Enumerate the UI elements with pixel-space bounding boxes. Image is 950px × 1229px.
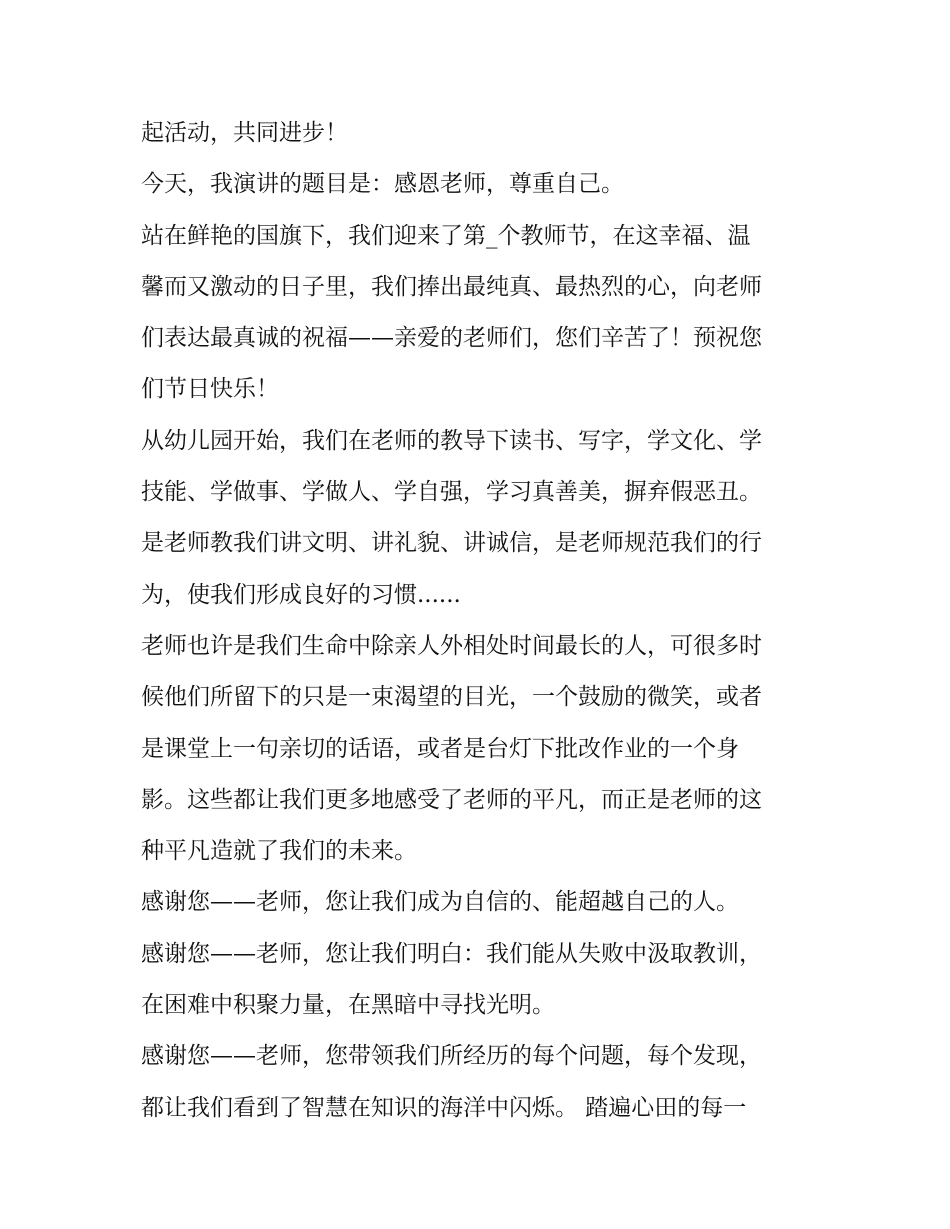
text-line: 感谢您——老师，您让我们成为自信的、能超越自己的人。 xyxy=(141,889,739,916)
text-line: 今天，我演讲的题目是：感恩老师，尊重自己。 xyxy=(141,171,624,198)
text-line: 是老师教我们讲文明、讲礼貌、讲诚信，是老师规范我们的行 xyxy=(141,530,762,557)
text-line: 是课堂上一句亲切的话语，或者是台灯下批改作业的一个身 xyxy=(141,735,739,762)
text-line: 感谢您——老师，您带领我们所经历的每个问题，每个发现， xyxy=(141,1043,762,1070)
text-line: 影。这些都让我们更多地感受了老师的平凡，而正是老师的这 xyxy=(141,786,762,813)
text-line: 感谢您——老师，您让我们明白：我们能从失败中汲取教训， xyxy=(141,940,762,967)
text-line: 老师也许是我们生命中除亲人外相处时间最长的人，可很多时 xyxy=(141,632,762,659)
text-line: 站在鲜艳的国旗下，我们迎来了第_个教师节，在这幸福、温 xyxy=(141,222,751,249)
text-line: 们表达最真诚的祝福——亲爱的老师们，您们辛苦了！预祝您 xyxy=(141,325,762,352)
text-line: 为，使我们形成良好的习惯...... xyxy=(141,581,461,608)
text-line: 们节日快乐！ xyxy=(141,376,279,403)
text-line: 起活动，共同进步！ xyxy=(141,120,348,146)
text-line: 候他们所留下的只是一束渴望的目光，一个鼓励的微笑，或者 xyxy=(141,684,762,711)
text-line: 技能、学做事、学做人、学自强，学习真善美，摒弃假恶丑。 xyxy=(141,479,762,506)
document-text xyxy=(141,108,821,1134)
text-line: 种平凡造就了我们的未来。 xyxy=(141,838,417,865)
text-line: 都让我们看到了智慧在知识的海洋中闪烁。 踏遍心田的每一 xyxy=(141,1094,747,1121)
text-line: 在困难中积聚力量，在黑暗中寻找光明。 xyxy=(141,992,555,1019)
text-line: 从幼儿园开始，我们在老师的教导下读书、写字，学文化、学 xyxy=(141,427,762,454)
text-line: 馨而又激动的日子里，我们捧出最纯真、最热烈的心，向老师 xyxy=(141,273,762,300)
